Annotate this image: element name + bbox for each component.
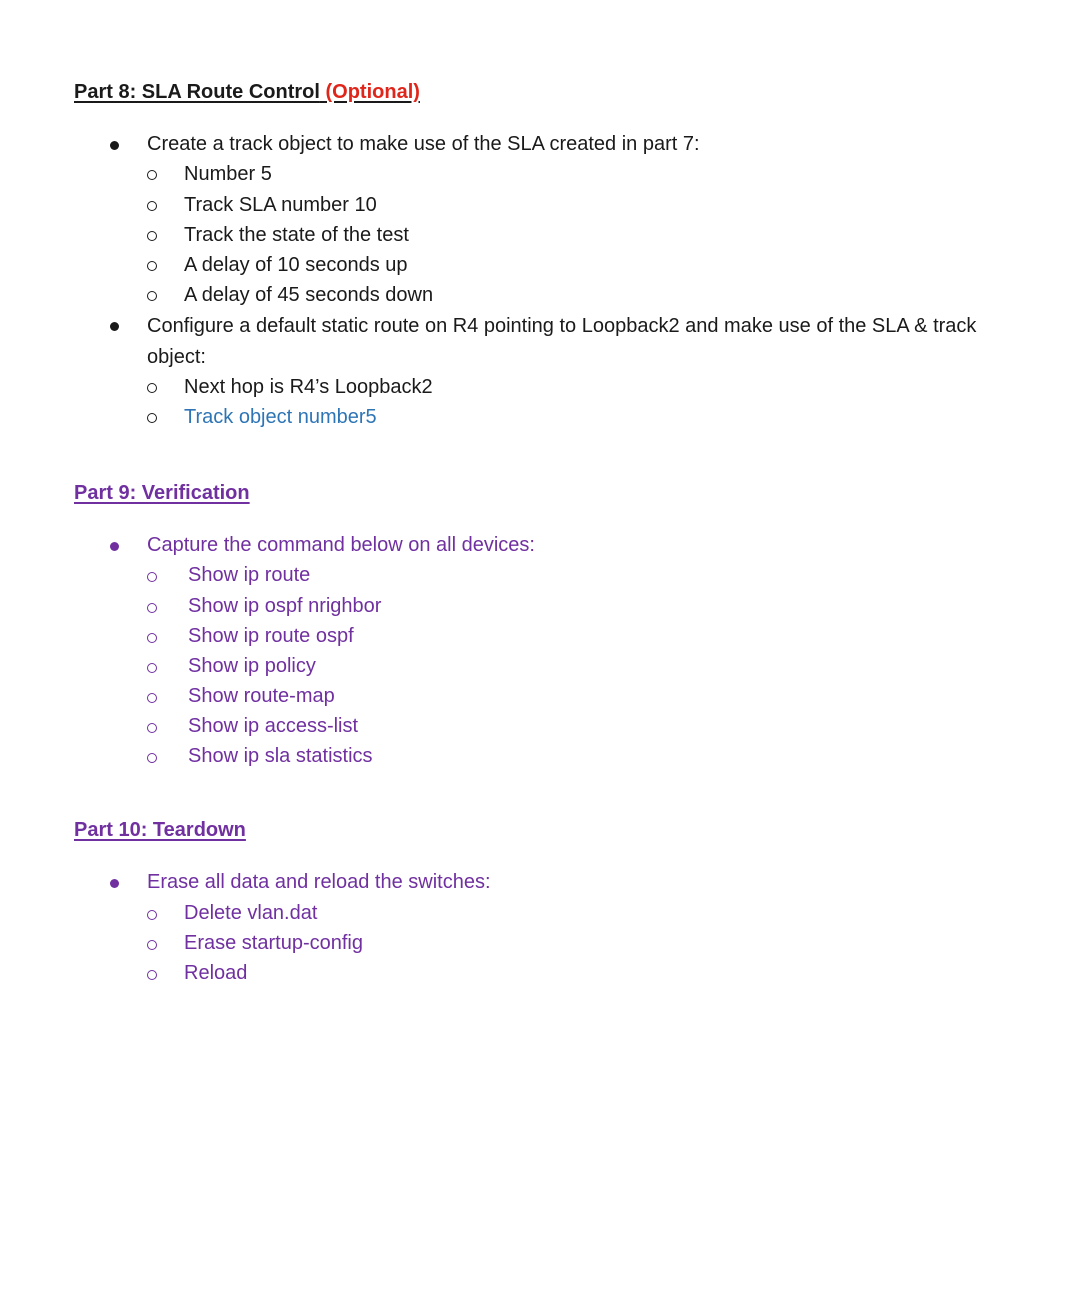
bullet-icon [110, 879, 119, 888]
circle-bullet-icon [147, 413, 157, 423]
circle-bullet-icon [147, 693, 157, 703]
sub-list-item: Show ip policy [188, 655, 316, 677]
circle-bullet-icon [147, 231, 157, 241]
part9-heading [74, 482, 250, 505]
circle-bullet-icon [147, 291, 157, 301]
bullet-icon [110, 322, 119, 331]
part8-title: Part 8: SLA Route Control [74, 81, 320, 103]
part9-title: Part 9: Verification [74, 482, 250, 504]
part10-heading [74, 819, 246, 842]
sub-list-item: Show ip route [188, 564, 311, 586]
sub-list-item: Reload [184, 962, 248, 984]
circle-bullet-icon [147, 663, 157, 673]
circle-bullet-icon [147, 261, 157, 271]
circle-bullet-icon [147, 940, 157, 950]
sub-list-item: Show ip route ospf [188, 625, 354, 647]
circle-bullet-icon [147, 970, 157, 980]
sub-list-item: A delay of 10 seconds up [184, 254, 408, 276]
part8-heading [74, 81, 420, 104]
sub-list-item: Next hop is R4’s Loopback2 [184, 376, 433, 398]
sub-list-item: Show ip access-list [188, 715, 359, 737]
circle-bullet-icon [147, 753, 157, 763]
sub-list-item: Show route-map [188, 685, 335, 707]
list-item: Capture the command below on all devices: [147, 534, 535, 556]
sub-list-item: Number 5 [184, 163, 272, 185]
sub-list-item: Track the state of the test [184, 224, 409, 246]
circle-bullet-icon [147, 603, 157, 613]
circle-bullet-icon [147, 201, 157, 211]
part10-title: Part 10: Teardown [74, 819, 246, 841]
list-item-continuation: object: [147, 346, 206, 368]
sub-list-item: Show ip ospf nrighbor [188, 595, 382, 617]
sub-list-item: Erase startup-config [184, 932, 363, 954]
circle-bullet-icon [147, 572, 157, 582]
sub-list-item: Track SLA number 10 [184, 194, 377, 216]
list-item: Erase all data and reload the switches: [147, 871, 491, 893]
circle-bullet-icon [147, 170, 157, 180]
sub-list-item: A delay of 45 seconds down [184, 284, 434, 306]
circle-bullet-icon [147, 633, 157, 643]
part8-optional-label: (Optional) [325, 81, 420, 103]
list-item: Configure a default static route on R4 pointing to Loopback2 and make use of the SLA & track [147, 315, 977, 337]
sub-list-item: Show ip sla statistics [188, 745, 373, 767]
circle-bullet-icon [147, 383, 157, 393]
circle-bullet-icon [147, 910, 157, 920]
circle-bullet-icon [147, 723, 157, 733]
sub-list-item: Delete vlan.dat [184, 902, 318, 924]
bullet-icon [110, 141, 119, 150]
list-item: Create a track object to make use of the SLA created in part 7: [147, 133, 700, 155]
sub-list-item: Track object number5 [184, 406, 377, 428]
bullet-icon [110, 542, 119, 551]
